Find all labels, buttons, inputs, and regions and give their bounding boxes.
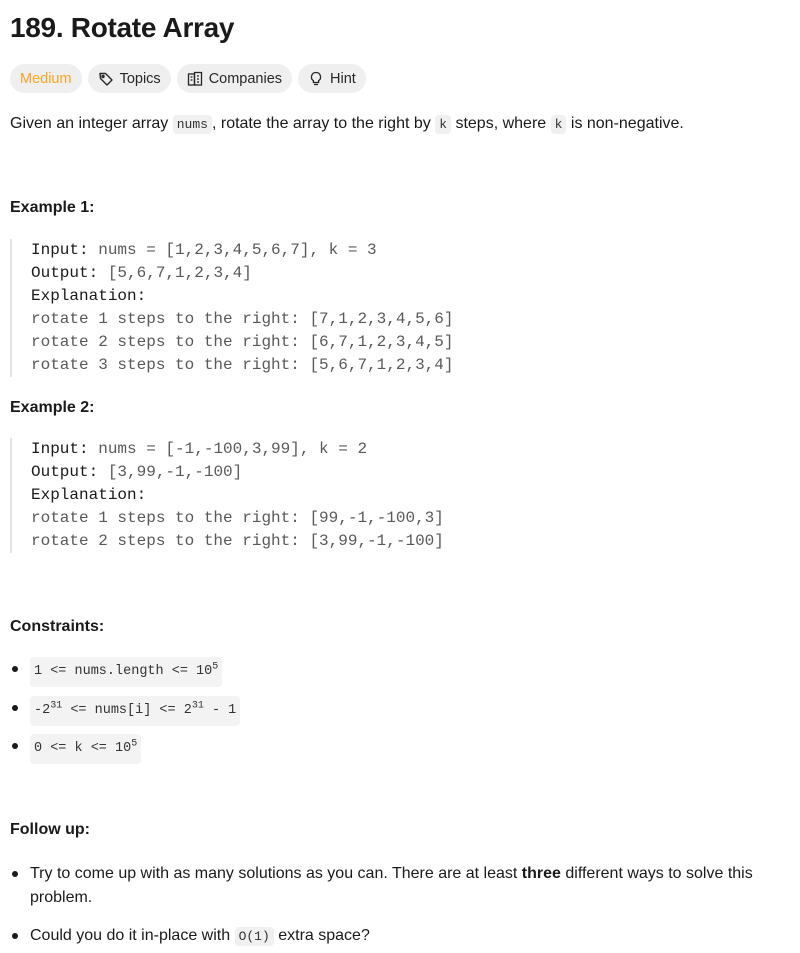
- companies-label: Companies: [208, 70, 283, 87]
- topics-button[interactable]: [88, 64, 171, 93]
- list-item: [10, 734, 141, 764]
- constraints-heading: Constraints:: [10, 618, 105, 635]
- hint-label: Hint: [330, 70, 356, 87]
- desc-text: is non-negative.: [566, 115, 684, 132]
- inline-code: k: [435, 115, 451, 134]
- bullet-dot: [12, 871, 18, 877]
- text: extra space?: [273, 927, 370, 944]
- constraint-code: [30, 696, 240, 726]
- explanation-line: rotate 1 steps to the right: [7,1,2,3,4,5,6]: [31, 310, 454, 328]
- list-item: [10, 657, 222, 687]
- companies-button[interactable]: [177, 64, 292, 93]
- lightbulb-icon: [308, 71, 324, 87]
- example-1-heading: Example 1:: [10, 199, 95, 216]
- output-value: [3,99,-1,-100]: [98, 463, 243, 481]
- code-text: 0 <= k <= 10: [34, 741, 132, 756]
- text: different ways to solve this problem.: [30, 865, 753, 906]
- example-2-heading: Example 2:: [10, 399, 95, 416]
- desc-text: , rotate the array to the right by: [211, 115, 436, 132]
- followup-heading: Follow up:: [10, 821, 90, 838]
- inline-code: O(1): [235, 927, 274, 946]
- list-item: [10, 862, 770, 910]
- constraint-code: [30, 657, 222, 687]
- code-text: - 1: [203, 703, 237, 718]
- list-item: [10, 924, 370, 949]
- input-value: nums = [-1,-100,3,99], k = 2: [88, 440, 368, 458]
- followup-text: [30, 924, 370, 949]
- difficulty-badge[interactable]: Medium: [10, 64, 82, 93]
- input-label: Input:: [31, 241, 89, 259]
- explanation-line: rotate 2 steps to the right: [3,99,-1,-100]: [31, 532, 444, 550]
- desc-text: steps, where: [451, 115, 551, 132]
- output-label: Output:: [31, 264, 99, 282]
- bullet-dot: [12, 933, 18, 939]
- explanation-label: Explanation:: [31, 287, 147, 305]
- list-item: [10, 696, 240, 726]
- explanation-line: rotate 3 steps to the right: [5,6,7,1,2,3,4]: [31, 356, 454, 374]
- tag-row: [10, 64, 366, 93]
- inline-code: nums: [173, 115, 212, 134]
- exponent: 31: [191, 700, 204, 712]
- bold-text: three: [521, 865, 561, 882]
- explanation-line: rotate 2 steps to the right: [6,7,1,2,3,4,5]: [31, 333, 454, 351]
- exponent: 5: [212, 661, 219, 673]
- text: Could you do it in-place with: [30, 927, 235, 944]
- exponent: 31: [50, 700, 63, 712]
- output-label: Output:: [31, 463, 99, 481]
- desc-text: Given an integer array: [10, 115, 173, 132]
- bullet-dot: [12, 705, 18, 711]
- exponent: 5: [131, 738, 138, 750]
- example-2-block: [10, 438, 791, 553]
- building-icon: [187, 71, 203, 87]
- bullet-dot: [12, 743, 18, 749]
- text: Try to come up with as many solutions as you can. There are at least: [30, 865, 522, 882]
- followup-text: [30, 862, 770, 910]
- problem-description: [10, 112, 790, 137]
- inline-code: k: [551, 115, 567, 134]
- code-text: 1 <= nums.length <= 10: [34, 664, 213, 679]
- output-value: [5,6,7,1,2,3,4]: [98, 264, 252, 282]
- explanation-label: Explanation:: [31, 486, 147, 504]
- input-value: nums = [1,2,3,4,5,6,7], k = 3: [88, 241, 377, 259]
- example-1-block: [10, 239, 791, 377]
- code-text: <= nums[i] <= 2: [62, 703, 192, 718]
- code-text: -2: [34, 703, 51, 718]
- bullet-dot: [12, 666, 18, 672]
- hint-button[interactable]: [298, 64, 366, 93]
- explanation-line: rotate 1 steps to the right: [99,-1,-100,3]: [31, 509, 444, 527]
- input-label: Input:: [31, 440, 89, 458]
- page-title: 189. Rotate Array: [10, 12, 235, 43]
- constraint-code: [30, 734, 141, 764]
- tag-icon: [98, 71, 114, 87]
- topics-label: Topics: [119, 70, 161, 87]
